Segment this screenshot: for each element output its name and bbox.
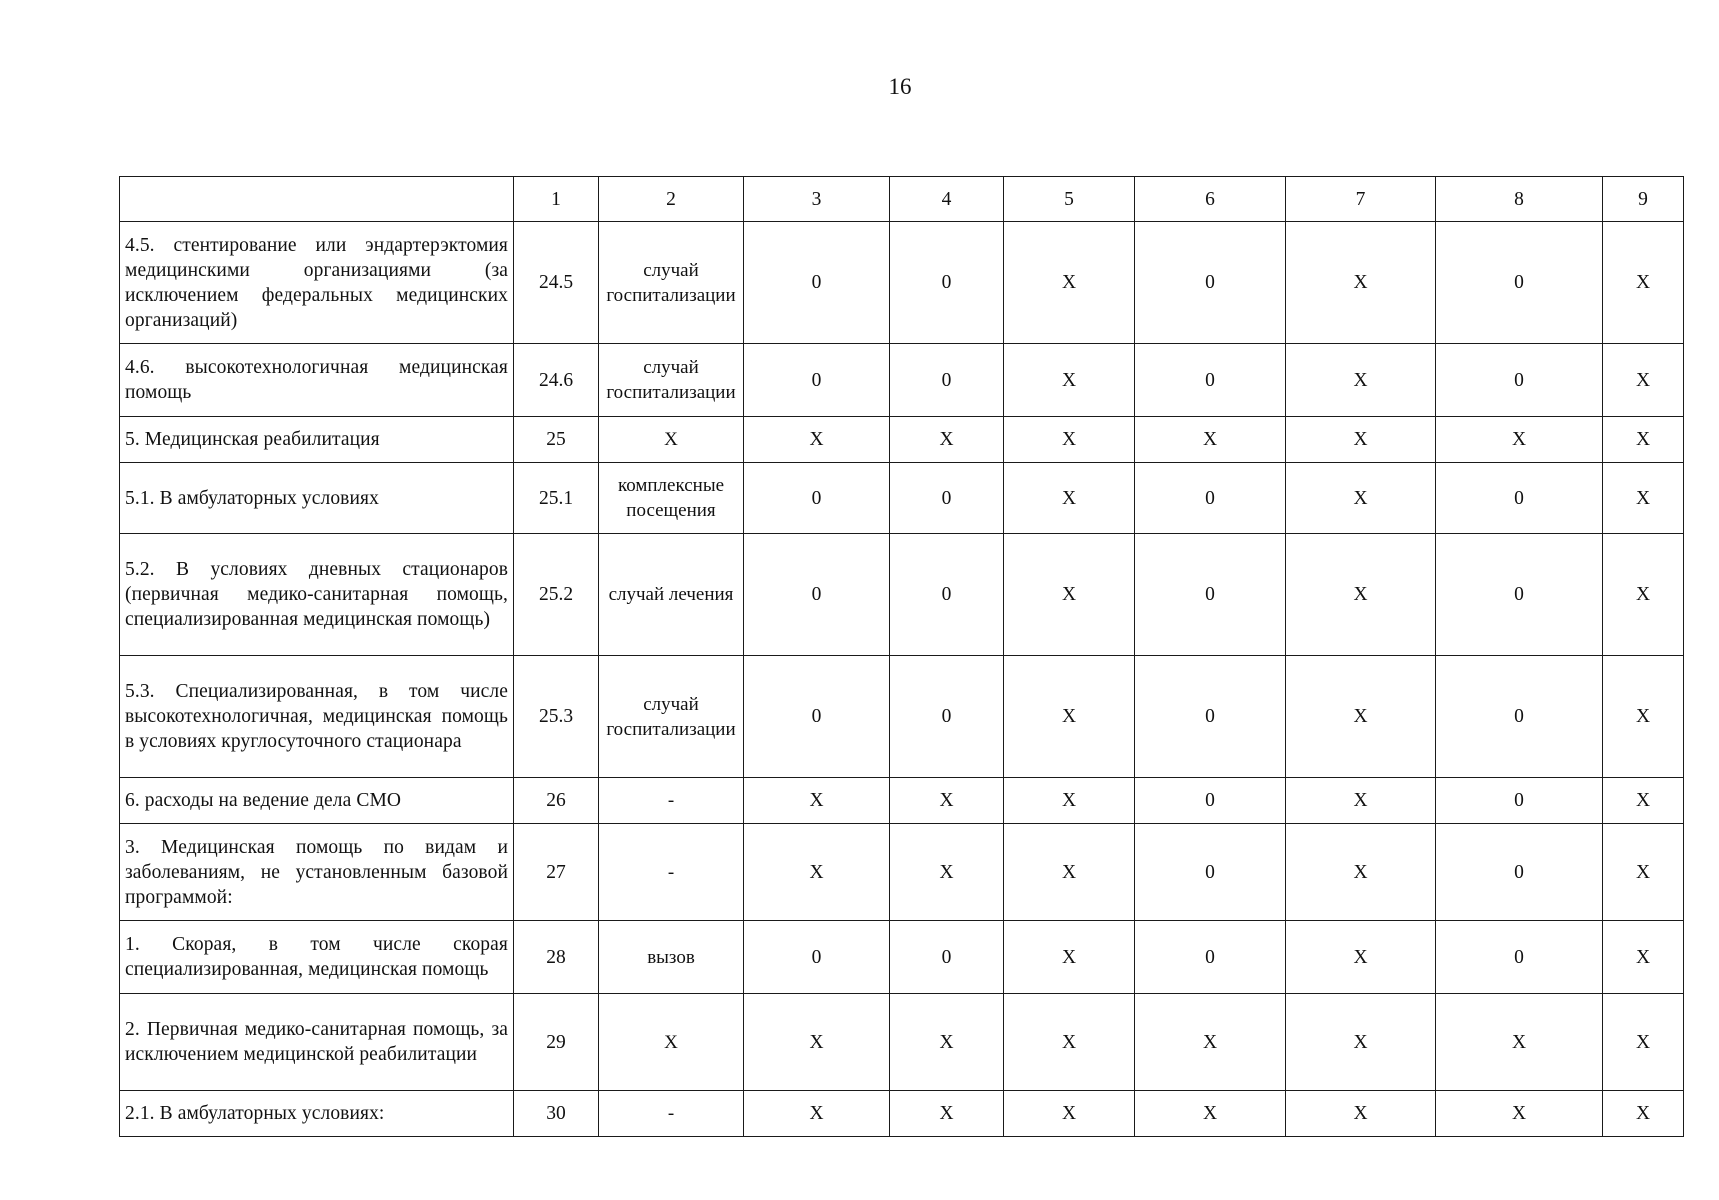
row-value-cell: X bbox=[1004, 344, 1135, 417]
row-name-cell: 2. Первичная медико-санитарная помощь, за исключением медицинской реабилитации bbox=[120, 994, 514, 1091]
row-value-cell: 0 bbox=[890, 534, 1004, 656]
data-table bbox=[119, 176, 1684, 1137]
row-unit-cell: случай госпитализации bbox=[599, 222, 744, 344]
table-row bbox=[120, 994, 1684, 1091]
row-value-cell: X bbox=[1004, 994, 1135, 1091]
row-line-number-cell: 24.6 bbox=[514, 344, 599, 417]
row-value-cell: X bbox=[1286, 1091, 1436, 1137]
row-value-cell: 0 bbox=[744, 656, 890, 778]
row-value-cell: X bbox=[1004, 656, 1135, 778]
row-value-cell: X bbox=[1603, 534, 1684, 656]
row-value-cell: X bbox=[1603, 778, 1684, 824]
row-unit-cell: - bbox=[599, 1091, 744, 1137]
row-value-cell: 0 bbox=[890, 344, 1004, 417]
row-value-cell: X bbox=[1286, 222, 1436, 344]
page-number: 16 bbox=[888, 74, 912, 99]
row-value-cell: X bbox=[890, 824, 1004, 921]
row-value-cell: 0 bbox=[1436, 344, 1603, 417]
row-line-number-cell: 30 bbox=[514, 1091, 599, 1137]
row-value-cell: X bbox=[1603, 824, 1684, 921]
row-line-number-cell: 25.2 bbox=[514, 534, 599, 656]
header-cell: 2 bbox=[599, 177, 744, 222]
row-value-cell: X bbox=[1004, 921, 1135, 994]
table-row bbox=[120, 656, 1684, 778]
row-value-cell: X bbox=[1603, 344, 1684, 417]
row-name-cell: 5.1. В амбулаторных условиях bbox=[120, 463, 514, 534]
row-line-number-cell: 29 bbox=[514, 994, 599, 1091]
row-value-cell: 0 bbox=[1436, 656, 1603, 778]
row-value-cell: X bbox=[744, 417, 890, 463]
row-name-cell: 1. Скорая, в том числе скорая специализированная, медицинская помощь bbox=[120, 921, 514, 994]
row-unit-cell: - bbox=[599, 824, 744, 921]
row-value-cell: X bbox=[1004, 1091, 1135, 1137]
row-value-cell: 0 bbox=[1436, 534, 1603, 656]
row-value-cell: X bbox=[890, 417, 1004, 463]
header-cell: 8 bbox=[1436, 177, 1603, 222]
row-value-cell: X bbox=[1436, 417, 1603, 463]
row-value-cell: 0 bbox=[1135, 778, 1286, 824]
header-cell bbox=[120, 177, 514, 222]
row-value-cell: X bbox=[1286, 921, 1436, 994]
row-value-cell: 0 bbox=[744, 344, 890, 417]
row-value-cell: X bbox=[1603, 417, 1684, 463]
row-unit-cell: случай лечения bbox=[599, 534, 744, 656]
row-value-cell: 0 bbox=[744, 921, 890, 994]
table-row bbox=[120, 344, 1684, 417]
header-cell: 5 bbox=[1004, 177, 1135, 222]
row-name-cell: 5.3. Специализированная, в том числе высокотехнологичная, медицинская помощь в условиях круглосуточного стационара bbox=[120, 656, 514, 778]
row-value-cell: X bbox=[1286, 824, 1436, 921]
row-name-cell: 3. Медицинская помощь по видам и заболеваниям, не установленным базовой программой: bbox=[120, 824, 514, 921]
row-unit-cell: вызов bbox=[599, 921, 744, 994]
header-cell: 3 bbox=[744, 177, 890, 222]
row-value-cell: X bbox=[890, 1091, 1004, 1137]
row-value-cell: X bbox=[1603, 921, 1684, 994]
header-row bbox=[120, 177, 1684, 222]
row-name-cell: 4.6. высокотехнологичная медицинская помощь bbox=[120, 344, 514, 417]
row-value-cell: 0 bbox=[1135, 344, 1286, 417]
header-cell: 6 bbox=[1135, 177, 1286, 222]
table-row bbox=[120, 921, 1684, 994]
row-name-cell: 5. Медицинская реабилитация bbox=[120, 417, 514, 463]
table-row bbox=[120, 824, 1684, 921]
row-value-cell: X bbox=[744, 778, 890, 824]
row-value-cell: X bbox=[1286, 463, 1436, 534]
row-value-cell: X bbox=[1603, 1091, 1684, 1137]
row-unit-cell: - bbox=[599, 778, 744, 824]
row-value-cell: X bbox=[1603, 463, 1684, 534]
row-value-cell: X bbox=[890, 994, 1004, 1091]
row-value-cell: 0 bbox=[744, 222, 890, 344]
header-cell: 7 bbox=[1286, 177, 1436, 222]
row-value-cell: X bbox=[744, 1091, 890, 1137]
row-value-cell: X bbox=[744, 824, 890, 921]
row-value-cell: X bbox=[744, 994, 890, 1091]
row-value-cell: X bbox=[1135, 994, 1286, 1091]
row-line-number-cell: 27 bbox=[514, 824, 599, 921]
header-cell: 4 bbox=[890, 177, 1004, 222]
row-value-cell: 0 bbox=[1436, 222, 1603, 344]
row-name-cell: 2.1. В амбулаторных условиях: bbox=[120, 1091, 514, 1137]
row-value-cell: X bbox=[1004, 463, 1135, 534]
row-unit-cell: случай госпитализации bbox=[599, 656, 744, 778]
row-value-cell: X bbox=[1286, 778, 1436, 824]
row-value-cell: 0 bbox=[1436, 824, 1603, 921]
row-value-cell: X bbox=[1286, 656, 1436, 778]
row-value-cell: X bbox=[890, 778, 1004, 824]
row-value-cell: 0 bbox=[1135, 534, 1286, 656]
table-row bbox=[120, 1091, 1684, 1137]
row-value-cell: 0 bbox=[744, 534, 890, 656]
row-unit-cell: X bbox=[599, 417, 744, 463]
row-line-number-cell: 25.3 bbox=[514, 656, 599, 778]
row-value-cell: X bbox=[1436, 1091, 1603, 1137]
row-value-cell: X bbox=[1603, 994, 1684, 1091]
table-row bbox=[120, 417, 1684, 463]
row-value-cell: 0 bbox=[1135, 656, 1286, 778]
row-value-cell: 0 bbox=[744, 463, 890, 534]
row-value-cell: X bbox=[1135, 1091, 1286, 1137]
row-value-cell: 0 bbox=[1436, 778, 1603, 824]
row-value-cell: 0 bbox=[890, 921, 1004, 994]
row-unit-cell: комплексные посещения bbox=[599, 463, 744, 534]
row-value-cell: X bbox=[1436, 994, 1603, 1091]
table-row bbox=[120, 463, 1684, 534]
row-value-cell: 0 bbox=[1135, 824, 1286, 921]
row-value-cell: X bbox=[1286, 534, 1436, 656]
header-cell: 1 bbox=[514, 177, 599, 222]
row-value-cell: X bbox=[1004, 417, 1135, 463]
row-line-number-cell: 25.1 bbox=[514, 463, 599, 534]
header-cell: 9 bbox=[1603, 177, 1684, 222]
row-value-cell: X bbox=[1004, 778, 1135, 824]
row-line-number-cell: 26 bbox=[514, 778, 599, 824]
table-row bbox=[120, 222, 1684, 344]
row-value-cell: 0 bbox=[1135, 463, 1286, 534]
row-line-number-cell: 28 bbox=[514, 921, 599, 994]
row-line-number-cell: 24.5 bbox=[514, 222, 599, 344]
row-value-cell: X bbox=[1004, 222, 1135, 344]
row-value-cell: 0 bbox=[1135, 222, 1286, 344]
row-value-cell: 0 bbox=[1436, 463, 1603, 534]
row-unit-cell: случай госпитализации bbox=[599, 344, 744, 417]
row-value-cell: X bbox=[1603, 222, 1684, 344]
row-value-cell: X bbox=[1135, 417, 1286, 463]
row-value-cell: X bbox=[1286, 344, 1436, 417]
row-value-cell: X bbox=[1004, 824, 1135, 921]
row-value-cell: 0 bbox=[890, 656, 1004, 778]
row-value-cell: X bbox=[1286, 994, 1436, 1091]
row-name-cell: 6. расходы на ведение дела СМО bbox=[120, 778, 514, 824]
row-value-cell: 0 bbox=[1436, 921, 1603, 994]
row-line-number-cell: 25 bbox=[514, 417, 599, 463]
row-value-cell: X bbox=[1286, 417, 1436, 463]
row-value-cell: 0 bbox=[890, 222, 1004, 344]
table-row bbox=[120, 534, 1684, 656]
row-value-cell: 0 bbox=[1135, 921, 1286, 994]
table-row bbox=[120, 778, 1684, 824]
row-unit-cell: X bbox=[599, 994, 744, 1091]
row-value-cell: X bbox=[1603, 656, 1684, 778]
row-value-cell: X bbox=[1004, 534, 1135, 656]
row-value-cell: 0 bbox=[890, 463, 1004, 534]
row-name-cell: 4.5. стентирование или эндартерэктомия медицинскими организациями (за исключением федеральных медицинских организаций) bbox=[120, 222, 514, 344]
row-name-cell: 5.2. В условиях дневных стационаров (первичная медико-санитарная помощь, специализированная медицинская помощь) bbox=[120, 534, 514, 656]
